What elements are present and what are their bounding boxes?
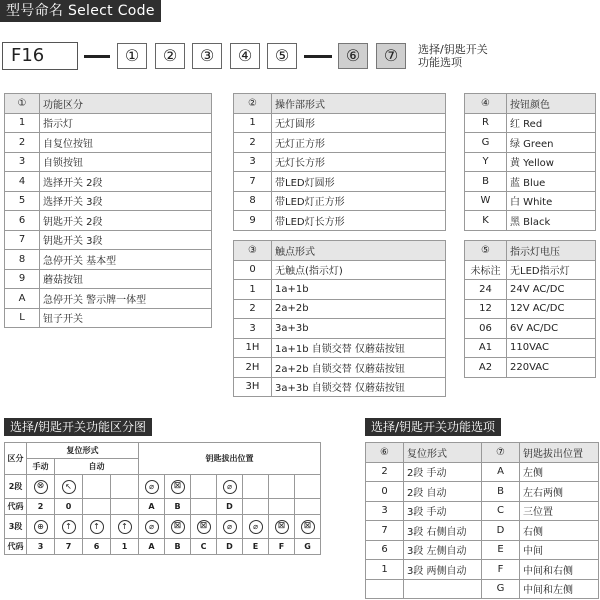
table-cell: G [465, 133, 507, 153]
table-cell: 带LED灯长方形 [272, 211, 446, 231]
matrix-label: 手动 [27, 459, 55, 475]
table-row [465, 191, 596, 211]
table-row [366, 540, 599, 560]
table-row [366, 521, 599, 541]
table-row [5, 230, 212, 250]
table-header: 功能区分 [40, 94, 212, 114]
matrix-code [191, 499, 217, 515]
table-cell: 06 [465, 319, 507, 339]
table-cell: 左右两侧 [520, 482, 599, 502]
table-cell: 急停开关 警示牌一体型 [40, 289, 212, 309]
switch-3pos-right-auto-icon: ↑ [62, 520, 76, 534]
table-cell: 选择开关 3段 [40, 191, 212, 211]
code-slot-6: ⑥ [338, 43, 368, 69]
table-row [234, 260, 446, 280]
table-cell: 3 [234, 152, 272, 172]
table-cell: 2段 自动 [404, 482, 482, 502]
table-row [5, 191, 212, 211]
matrix-code: D [217, 539, 243, 555]
model-prefix: F16 [2, 42, 78, 70]
contact-table [233, 240, 446, 397]
key-left-icon: ⌀ [145, 480, 159, 494]
function-table [4, 93, 212, 328]
table-cell: 12V AC/DC [507, 299, 596, 319]
table-header: ④ [465, 94, 507, 114]
table-header: ⑤ [465, 241, 507, 261]
table-row [465, 113, 596, 133]
table-cell: 12 [465, 299, 507, 319]
matrix-label: 钥匙拔出位置 [139, 443, 321, 475]
table-cell: 钥匙开关 3段 [40, 230, 212, 250]
table-cell: 右侧 [520, 521, 599, 541]
matrix-code: E [243, 539, 269, 555]
slot-note [418, 43, 488, 69]
table-row [5, 308, 212, 328]
function-matrix [4, 442, 321, 555]
operator-table [233, 93, 446, 231]
table-cell: 6 [366, 540, 404, 560]
matrix-code: G [295, 539, 321, 555]
table-cell: 未标注 [465, 260, 507, 280]
table-cell: 7 [234, 172, 272, 192]
table-cell: 无触点(指示灯) [272, 260, 446, 280]
table-row [465, 260, 596, 280]
key-center-left-icon: ⊠ [301, 520, 315, 534]
dash-separator [304, 55, 332, 58]
table-cell: B [465, 172, 507, 192]
section-title-diagram: 选择/钥匙开关功能区分图 [4, 418, 152, 436]
slot-note-line: 选择/钥匙开关 [418, 43, 488, 56]
table-cell: 1a+1b [272, 280, 446, 300]
table-cell: 无LED指示灯 [507, 260, 596, 280]
page-title: 型号命名 Select Code [0, 0, 161, 22]
table-cell: 带LED灯正方形 [272, 191, 446, 211]
key-left-icon: ⌀ [145, 520, 159, 534]
dash-separator [84, 55, 110, 58]
table-row [366, 560, 599, 580]
table-cell: 钮子开关 [40, 308, 212, 328]
code-slot-7: ⑦ [376, 43, 406, 69]
table-cell: 1 [366, 560, 404, 580]
table-row [5, 289, 212, 309]
table-cell: 无灯长方形 [272, 152, 446, 172]
table-row [465, 319, 596, 339]
table-header: ⑦ [482, 443, 520, 463]
matrix-code: 6 [83, 539, 111, 555]
code-slot-3: ③ [192, 43, 222, 69]
matrix-code: C [191, 539, 217, 555]
table-cell: 白 White [507, 191, 596, 211]
table-cell: 24 [465, 280, 507, 300]
table-cell [366, 579, 404, 599]
matrix-label: 区分 [5, 443, 27, 475]
table-cell: 无灯正方形 [272, 133, 446, 153]
table-row [465, 133, 596, 153]
key-right-icon: ⌀ [223, 480, 237, 494]
table-row [5, 269, 212, 289]
matrix-code: 3 [27, 539, 55, 555]
table-cell: A [482, 462, 520, 482]
table-cell: 3 [234, 319, 272, 339]
table-row [5, 172, 212, 192]
table-cell: 无灯圆形 [272, 113, 446, 133]
table-cell: 2 [366, 462, 404, 482]
matrix-code: 7 [55, 539, 83, 555]
matrix-code: B [165, 499, 191, 515]
switch-2pos-manual-icon: ⊗ [34, 480, 48, 494]
matrix-label: 代码 [5, 499, 27, 515]
table-cell: 2a+2b 自锁交替 仅蘑菇按钮 [272, 358, 446, 378]
table-cell: 8 [234, 191, 272, 211]
table-header: 钥匙拔出位置 [520, 443, 599, 463]
table-cell: 2 [234, 133, 272, 153]
table-row [465, 338, 596, 358]
table-cell: 蘑菇按钮 [40, 269, 212, 289]
switch-3pos-manual-icon: ⊕ [34, 520, 48, 534]
table-cell: B [482, 482, 520, 502]
table-cell: E [482, 540, 520, 560]
table-cell: 3段 两侧自动 [404, 560, 482, 580]
table-header: 操作部形式 [272, 94, 446, 114]
table-cell: 1 [234, 113, 272, 133]
table-row [234, 172, 446, 192]
table-cell: R [465, 113, 507, 133]
table-row [465, 358, 596, 378]
table-cell: A [5, 289, 40, 309]
table-cell: 2段 手动 [404, 462, 482, 482]
table-cell: L [5, 308, 40, 328]
matrix-code [83, 499, 111, 515]
table-cell [404, 579, 482, 599]
table-row [234, 319, 446, 339]
table-cell: 三位置 [520, 501, 599, 521]
code-slot-4: ④ [230, 43, 260, 69]
code-slot-5: ⑤ [267, 43, 297, 69]
table-cell: 中间和左侧 [520, 579, 599, 599]
table-row [5, 152, 212, 172]
color-table [464, 93, 596, 231]
table-cell: 3 [5, 152, 40, 172]
table-cell: F [482, 560, 520, 580]
table-cell: G [482, 579, 520, 599]
table-row [366, 501, 599, 521]
table-cell: 中间 [520, 540, 599, 560]
table-cell: 带LED灯圆形 [272, 172, 446, 192]
table-cell: W [465, 191, 507, 211]
table-cell: 钥匙开关 2段 [40, 211, 212, 231]
table-header: ① [5, 94, 40, 114]
key-both-icon: ⊠ [171, 520, 185, 534]
model-code-row [0, 38, 600, 72]
table-cell: 8 [5, 250, 40, 270]
table-cell: 3 [366, 501, 404, 521]
table-cell: K [465, 211, 507, 231]
switch-3pos-both-auto-icon: ↑ [118, 520, 132, 534]
table-row [465, 299, 596, 319]
key-right-icon: ⌀ [223, 520, 237, 534]
table-cell: 1 [234, 280, 272, 300]
table-cell: 9 [234, 211, 272, 231]
table-cell: 自锁按钮 [40, 152, 212, 172]
table-cell: 4 [5, 172, 40, 192]
table-cell: 0 [366, 482, 404, 502]
matrix-code: A [139, 539, 165, 555]
table-cell: 3段 左侧自动 [404, 540, 482, 560]
table-header: ③ [234, 241, 272, 261]
table-row [234, 211, 446, 231]
table-cell: 3段 手动 [404, 501, 482, 521]
table-cell: 1 [5, 113, 40, 133]
table-cell: 110VAC [507, 338, 596, 358]
matrix-code [111, 499, 139, 515]
table-cell: 左侧 [520, 462, 599, 482]
matrix-code: F [269, 539, 295, 555]
table-row [234, 280, 446, 300]
options-table [365, 442, 599, 599]
table-header: 复位形式 [404, 443, 482, 463]
table-cell: 3a+3b [272, 319, 446, 339]
table-cell: 中间和右侧 [520, 560, 599, 580]
key-center-icon: ⌀ [249, 520, 263, 534]
table-cell: 1H [234, 338, 272, 358]
table-header: 按钮颜色 [507, 94, 596, 114]
table-cell: 7 [366, 521, 404, 541]
table-cell: 急停开关 基本型 [40, 250, 212, 270]
key-center-right-icon: ⊠ [275, 520, 289, 534]
matrix-code: B [165, 539, 191, 555]
table-header: 指示灯电压 [507, 241, 596, 261]
table-cell: 绿 Green [507, 133, 596, 153]
slot-note-line: 功能选项 [418, 56, 462, 69]
voltage-table [464, 240, 596, 378]
table-cell: Y [465, 152, 507, 172]
table-cell: C [482, 501, 520, 521]
matrix-label: 3段 [5, 515, 27, 539]
table-cell: 红 Red [507, 113, 596, 133]
switch-3pos-left-auto-icon: ↑ [90, 520, 104, 534]
table-cell: A1 [465, 338, 507, 358]
code-slot-2: ② [155, 43, 185, 69]
key-both-icon: ⊠ [171, 480, 185, 494]
table-row [465, 172, 596, 192]
table-header: 触点形式 [272, 241, 446, 261]
matrix-code [243, 499, 269, 515]
table-cell: 2a+2b [272, 299, 446, 319]
matrix-code [269, 499, 295, 515]
table-cell: 6V AC/DC [507, 319, 596, 339]
table-cell: 2 [234, 299, 272, 319]
table-cell: 2H [234, 358, 272, 378]
matrix-label: 复位形式 [27, 443, 139, 459]
table-row [366, 482, 599, 502]
table-cell: 蓝 Blue [507, 172, 596, 192]
table-row [5, 211, 212, 231]
table-row [366, 579, 599, 599]
table-row [234, 358, 446, 378]
matrix-code: 1 [111, 539, 139, 555]
table-cell: 1a+1b 自锁交替 仅蘑菇按钮 [272, 338, 446, 358]
table-row [234, 133, 446, 153]
table-row [234, 191, 446, 211]
table-cell: 5 [5, 191, 40, 211]
table-cell: 6 [5, 211, 40, 231]
key-three-pos-icon: ⊠ [197, 520, 211, 534]
table-row [234, 338, 446, 358]
code-slot-1: ① [117, 43, 147, 69]
table-cell: 选择开关 2段 [40, 172, 212, 192]
matrix-code [295, 499, 321, 515]
matrix-label: 2段 [5, 475, 27, 499]
table-cell: 2 [5, 133, 40, 153]
table-cell: 3a+3b 自锁交替 仅蘑菇按钮 [272, 377, 446, 397]
table-row [5, 113, 212, 133]
table-row [234, 113, 446, 133]
matrix-code: 0 [55, 499, 83, 515]
table-header: ② [234, 94, 272, 114]
table-row [465, 152, 596, 172]
table-cell: 220VAC [507, 358, 596, 378]
switch-2pos-auto-icon: ↖ [62, 480, 76, 494]
table-row [234, 377, 446, 397]
matrix-code: D [217, 499, 243, 515]
table-cell: D [482, 521, 520, 541]
table-row [465, 211, 596, 231]
matrix-code: A [139, 499, 165, 515]
table-cell: 9 [5, 269, 40, 289]
table-cell: 指示灯 [40, 113, 212, 133]
matrix-code: 2 [27, 499, 55, 515]
table-row [234, 299, 446, 319]
table-row [5, 133, 212, 153]
table-row [366, 462, 599, 482]
table-header: ⑥ [366, 443, 404, 463]
table-cell: 0 [234, 260, 272, 280]
section-title-options: 选择/钥匙开关功能选项 [365, 418, 501, 436]
table-cell: 3段 右侧自动 [404, 521, 482, 541]
table-row [465, 280, 596, 300]
table-cell: 黄 Yellow [507, 152, 596, 172]
table-row [5, 250, 212, 270]
table-cell: 7 [5, 230, 40, 250]
table-cell: 3H [234, 377, 272, 397]
table-cell: 24V AC/DC [507, 280, 596, 300]
table-cell: 黑 Black [507, 211, 596, 231]
matrix-label: 代码 [5, 539, 27, 555]
matrix-label: 自动 [55, 459, 139, 475]
table-cell: A2 [465, 358, 507, 378]
table-row [234, 152, 446, 172]
table-cell: 自复位按钮 [40, 133, 212, 153]
